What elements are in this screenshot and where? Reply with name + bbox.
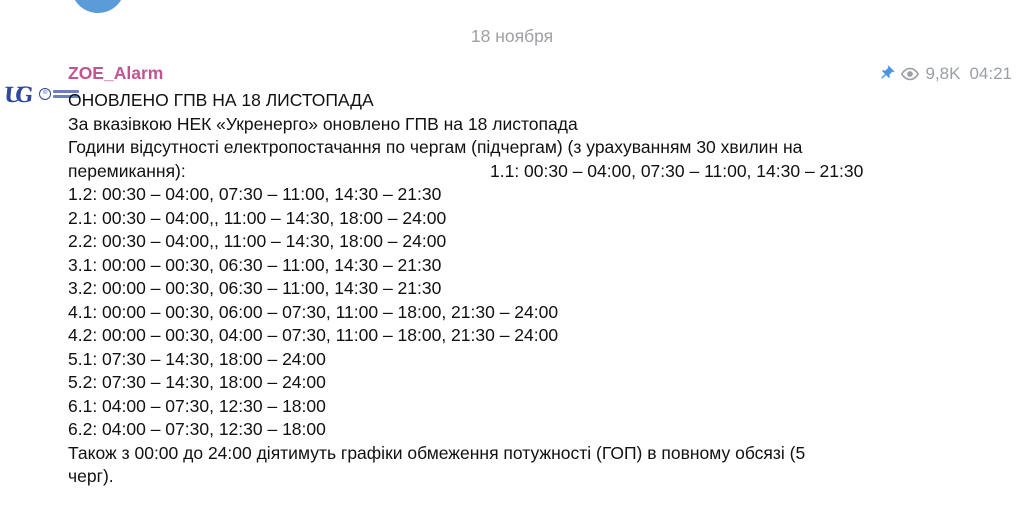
message-header [68, 62, 1012, 85]
channel-name[interactable]: ZOE_Alarm [68, 63, 164, 83]
message-line: 2.2: 00:30 – 04:00,, 11:00 – 14:30, 18:00 – 24:00 [68, 231, 447, 251]
channel-logo-monogram: UG [2, 81, 28, 107]
message-line: 4.2: 00:00 – 00:30, 04:00 – 07:30, 11:00 – 18:00, 21:30 – 24:00 [68, 325, 559, 345]
message-line: черг). [68, 466, 114, 486]
previous-message-avatar[interactable] [71, 0, 125, 13]
date-divider[interactable]: 18 ноября [470, 26, 554, 46]
message-line: Також з 00:00 до 24:00 діятимуть графіки обмеження потужності (ГОП) в повному обсязі (5 [68, 442, 806, 463]
message-line: перемикання): 1.1: 00:30 – 04:00, 07:30 – 11:00, 14:30 – 21:30 [68, 160, 864, 181]
message-time: 04:21 [969, 63, 1012, 83]
pin-icon [878, 65, 895, 82]
message-line: Години відсутності електропостачання по чергам (підчергам) (з урахуванням 30 хвилин на [68, 137, 803, 157]
message-content [68, 62, 1012, 489]
channel-avatar[interactable] [4, 80, 62, 108]
message-line: 6.1: 04:00 – 07:30, 12:30 – 18:00 [68, 395, 326, 416]
views-eye-icon [900, 64, 920, 84]
message-line: 1.2: 00:30 – 04:00, 07:30 – 11:00, 14:30 – 21:30 [68, 184, 442, 204]
message-line: 6.2: 04:00 – 07:30, 12:30 – 18:00 [68, 419, 326, 439]
emblem-circle-icon: ℗ [39, 88, 51, 100]
message-line: 3.1: 00:00 – 00:30, 06:30 – 11:00, 14:30 – 21:30 [68, 254, 442, 275]
message-line: 2.1: 00:30 – 04:00,, 11:00 – 14:30, 18:00 – 24:00 [68, 207, 447, 228]
message-line: ОНОВЛЕНО ГПВ НА 18 ЛИСТОПАДА [68, 90, 374, 110]
view-count: 9,8K [925, 63, 961, 83]
message-text [68, 89, 1012, 489]
message-line: 4.1: 00:00 – 00:30, 06:00 – 07:30, 11:00 – 18:00, 21:30 – 24:00 [68, 301, 559, 322]
message-line: За вказівкою НЕК «Укренерго» оновлено ГПВ на 18 листопада [68, 113, 578, 134]
message-line: 5.2: 07:30 – 14:30, 18:00 – 24:00 [68, 372, 326, 392]
message-line: 3.2: 00:00 – 00:30, 06:30 – 11:00, 14:30 – 21:30 [68, 278, 442, 298]
message-line: 5.1: 07:30 – 14:30, 18:00 – 24:00 [68, 348, 326, 369]
message-meta [878, 64, 1012, 84]
